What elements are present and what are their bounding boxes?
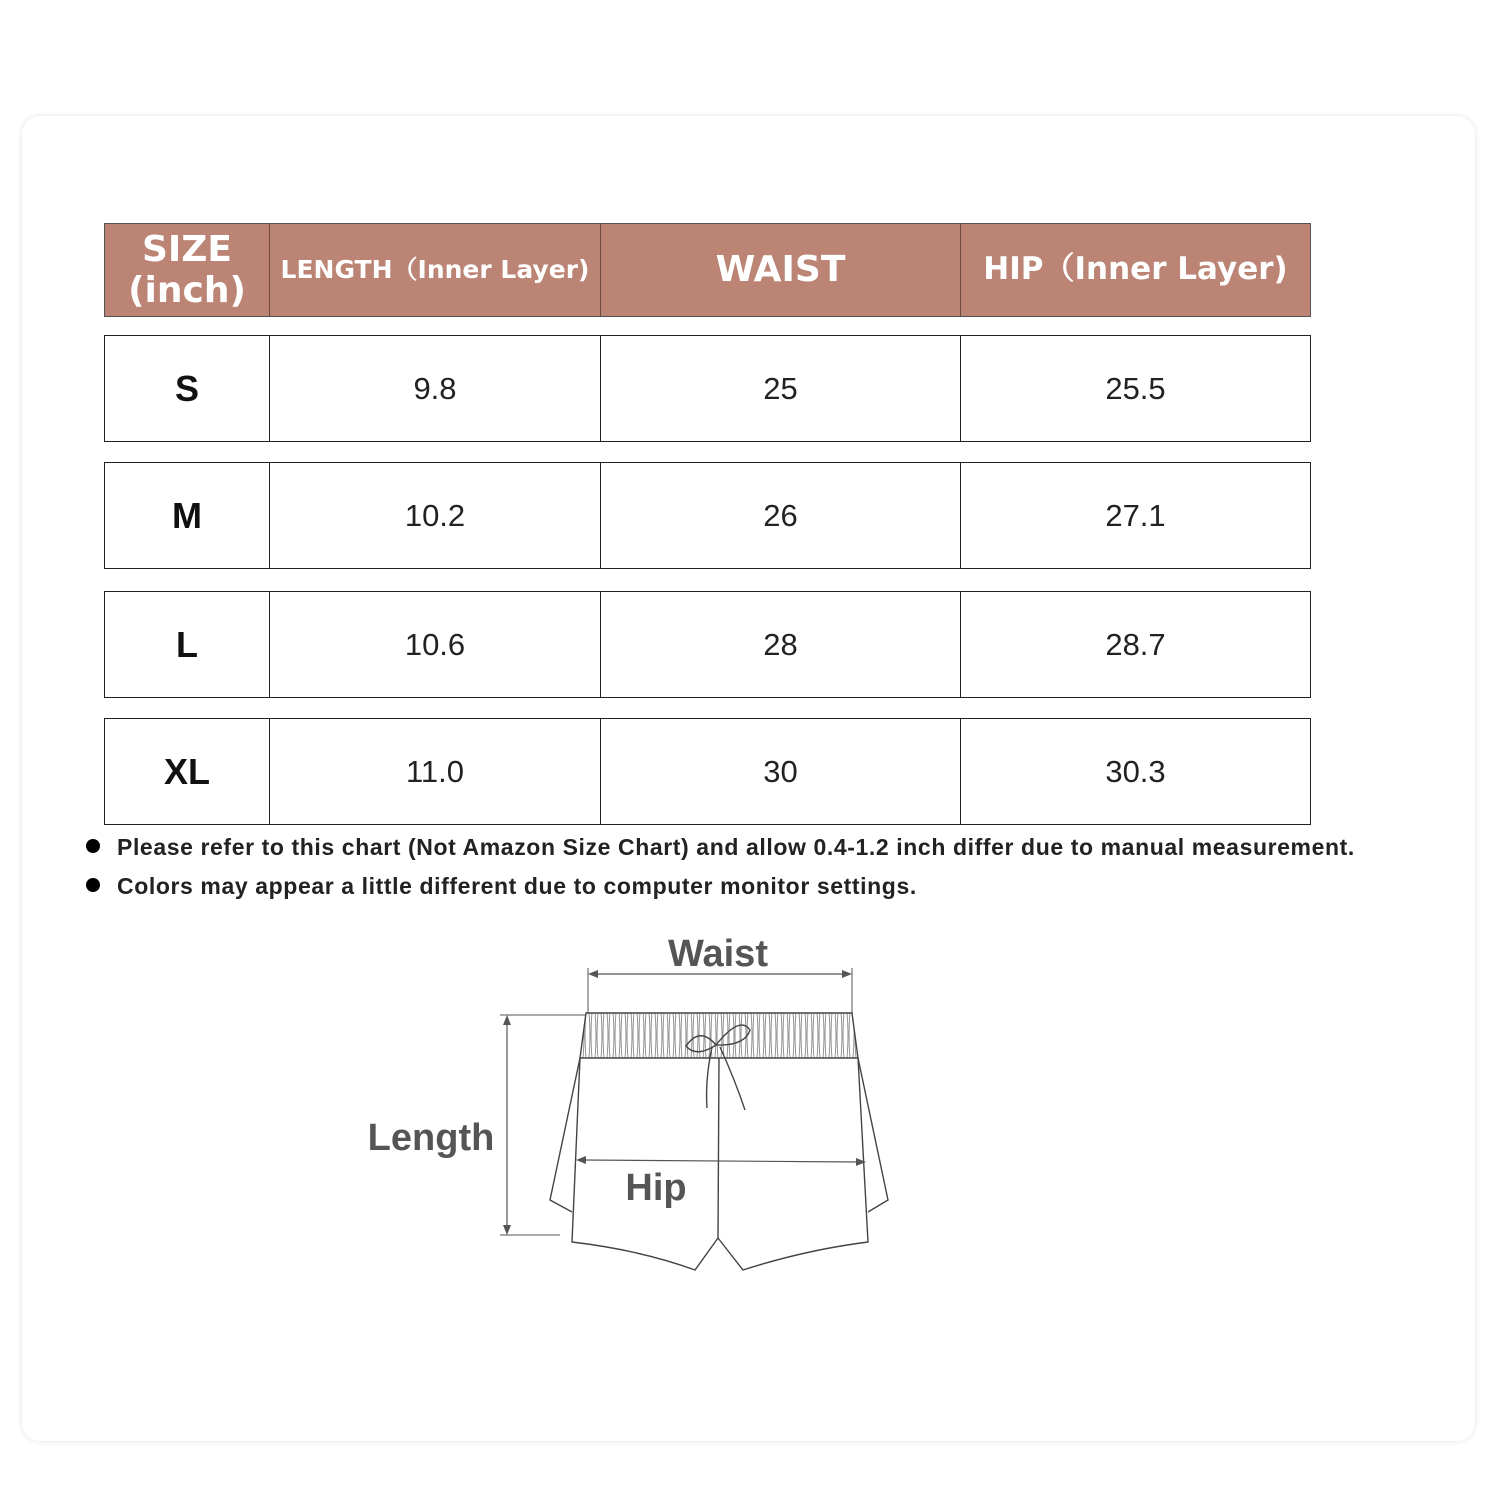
row-size: S [105,336,270,441]
row-size: M [105,463,270,568]
table-row [104,335,1311,442]
table-row [104,718,1311,825]
row-length: 11.0 [270,719,601,824]
row-length: 9.8 [270,336,601,441]
shorts-outline [550,1013,888,1270]
header-length [270,224,601,316]
header-hip [961,224,1310,316]
row-waist: 28 [601,592,961,697]
table-row [104,591,1311,698]
note-measurement-text: Please refer to this chart (Not Amazon Size Chart) and allow 0.4-1.2 inch differ due to manual measurement. [117,834,1355,860]
row-length: 10.2 [270,463,601,568]
note-measurement [86,834,1355,861]
note-colors-text: Colors may appear a little different due to computer monitor settings. [117,873,917,899]
row-length: 10.6 [270,592,601,697]
shorts-measurement-diagram [340,920,920,1290]
hip-arrow [576,1156,866,1166]
row-hip: 27.1 [1105,497,1166,533]
size-table-header [104,223,1311,317]
waist-label: Waist [668,933,768,975]
header-hip-label: HIP（Inner Layer) [983,251,1288,288]
length-arrow [500,1015,585,1235]
header-size-line1: SIZE [141,228,233,270]
hip-label: Hip [625,1167,687,1209]
row-size: XL [105,719,270,824]
row-waist: 25 [601,336,961,441]
bullet-icon [86,878,100,892]
row-waist: 26 [601,463,961,568]
row-size: L [105,592,270,697]
row-waist: 30 [601,719,961,824]
table-row [104,462,1311,569]
row-hip: 28.7 [1105,626,1166,662]
row-hip: 30.3 [1105,753,1166,789]
header-waist [601,224,961,316]
header-waist-label: WAIST [715,249,846,291]
note-colors [86,873,917,900]
row-hip: 25.5 [1105,370,1166,406]
bullet-icon [86,839,100,853]
length-label: Length [367,1117,495,1159]
header-size-line2: (inch) [128,270,246,311]
header-size [105,224,270,316]
header-length-label: LENGTH（Inner Layer) [280,254,590,284]
